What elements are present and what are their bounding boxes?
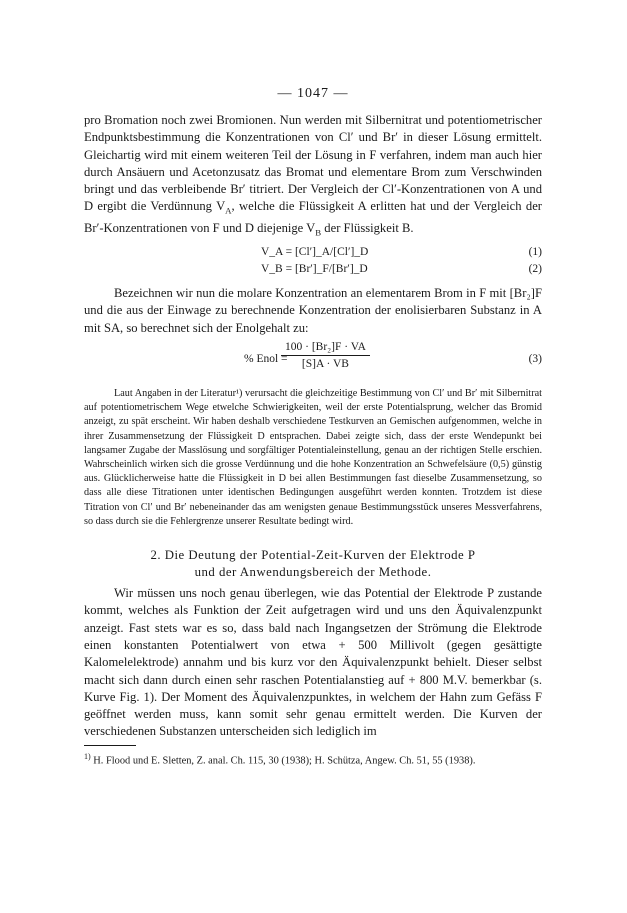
footnote <box>84 750 542 768</box>
equation-3-lhs: % Enol = <box>244 353 288 365</box>
equation-1-expr: V_A = [Cl′]_A/[Cl′]_D <box>261 246 369 259</box>
footnote-text: H. Flood und E. Sletten, Z. anal. Ch. 115, 30 (1938); H. Schütza, Angew. Ch. 51, 55 (1938). <box>93 755 476 767</box>
section-heading <box>84 547 542 581</box>
equation-1 <box>84 245 542 262</box>
paragraph-3: Wir müssen uns noch genau überlegen, wie das Potential der Elektrode P zustande kommt, welches als Funktion der Zeit aufgetragen wird und uns den Äquivalenzpunkt anzeigt. Fast stets war es so, dass bald nach Ingangsetzen der Strömung die Elektrode einen konstanten Potentialwert von etwa + 500 Millivolt (gegen gesättigte Kalomelelektrode) annahm und bis kurz vor den Äquivalenzpunkt behielt. Dieser selbst macht sich dann durch einen sehr raschen Potentialanstieg auf + 800 M.V. bemerkbar (s. Kurve Fig. 1). Der Moment des Äquivalenzpunktes, in welchem der Hahn zum Gefäss F geöffnet werden muss, kann somit sehr genau ermittelt werden. Die Kurven der verschiedenen Substanzen unterscheiden sich lediglich im <box>84 586 542 739</box>
paragraph-1-end: der Flüssigkeit B. <box>321 221 414 236</box>
small-print-paragraph: Laut Angaben in der Literatur¹) verursacht die gleichzeitige Bestimmung von Cl′ und Br′ mit Silbernitrat auf potentiometrischem Wege etwelche Schwierigkeiten, weil der erste Potentialsprung, welcher das Bromid anzeigt, zu spät erscheint. Wir haben deshalb verschiedene Testkurven an Gemischen aufgenommen, welche in ihrer Zusammensetzung der Flüssigkeit D entsprachen. Dabei zeigte sich, dass der erste Wendepunkt bei langsamer Zugabe der Masslösung und sorgfältiger Potentialeinstellung, genau an der richtigen Stelle erschien. Wahrscheinlich wirken sich die grosse Verdünnung und die hohe Konzentration an Schwefelsäure (0,5) günstig aus. Glücklicherweise hatte die Flüssigkeit in D bei allen Bestimmungen fast dieselbe Zusammensetzung, so dass alle diese Titrationen unter identischen Bedingungen ausgeführt werden konnten. Trotzdem ist diese Titration von Cl′ und Br′ nebeneinander das am wenigsten genaue Bestimmungsstück unseres Messverfahrens, so dass durch sie die Fehlergrenze unserer Resultate bedingt wird. <box>84 388 542 527</box>
page-content <box>84 86 542 768</box>
paragraph-2: Bezeichnen wir nun die molare Konzentration an elementarem Brom in F mit [Br₂]F und die aus der Einwage zu berechnende Konzentration der enolisierbaren Substanz in A mit SA, so berechnet sich der Enolgehalt zu: <box>84 286 542 335</box>
page-header: — 1047 — <box>277 86 349 101</box>
equation-3-fraction <box>281 341 370 370</box>
equation-2-expr: V_B = [Br′]_F/[Br′]_D <box>261 263 368 276</box>
section-heading-line-2: und der Anwendungsbereich der Methode. <box>194 565 432 580</box>
equation-3-denominator: [S]A · VB <box>301 358 349 370</box>
paragraph-1-sub2: B <box>315 227 322 238</box>
equation-3-numerator: 100 · [Br₂]F · VA <box>281 341 370 356</box>
footnote-rule <box>84 745 136 746</box>
paragraph-1 <box>84 112 542 242</box>
paragraph-1-text: pro Bromation noch zwei Bromionen. Nun werden mit Silbernitrat und potentiometrischer Endpunktsbestimmung die Konzentrationen von Cl′ und Br′ in dieser Lösung ermittelt. Gleichartig wird mit einem weiteren Teil der Lösung in F verfahren, indem man auch hier durch Ansäuern und Acetonzusatz das Bromat und elementare Brom zum Verschwinden bringt und das verbleibende Br′ titriert. Der Vergleich der Cl′-Konzentrationen von A und D ergibt die Verdünnung V <box>84 113 542 214</box>
section-heading-line-1: 2. Die Deutung der Potential-Zeit-Kurven der Elektrode P <box>150 548 476 563</box>
paragraph-1-sub: A <box>225 206 232 216</box>
equation-3 <box>84 341 542 381</box>
footnote-marker: 1) <box>84 751 91 761</box>
paragraph-1-cont: , welche die Flüssigkeit A erlitten hat und der Vergleich der Br′-Konzentrationen von F und D diejenige V <box>84 199 542 236</box>
equation-3-number: (3) <box>528 353 542 365</box>
equation-1-number: (1) <box>528 246 542 259</box>
equation-2 <box>84 262 542 279</box>
equation-2-number: (2) <box>528 263 542 276</box>
